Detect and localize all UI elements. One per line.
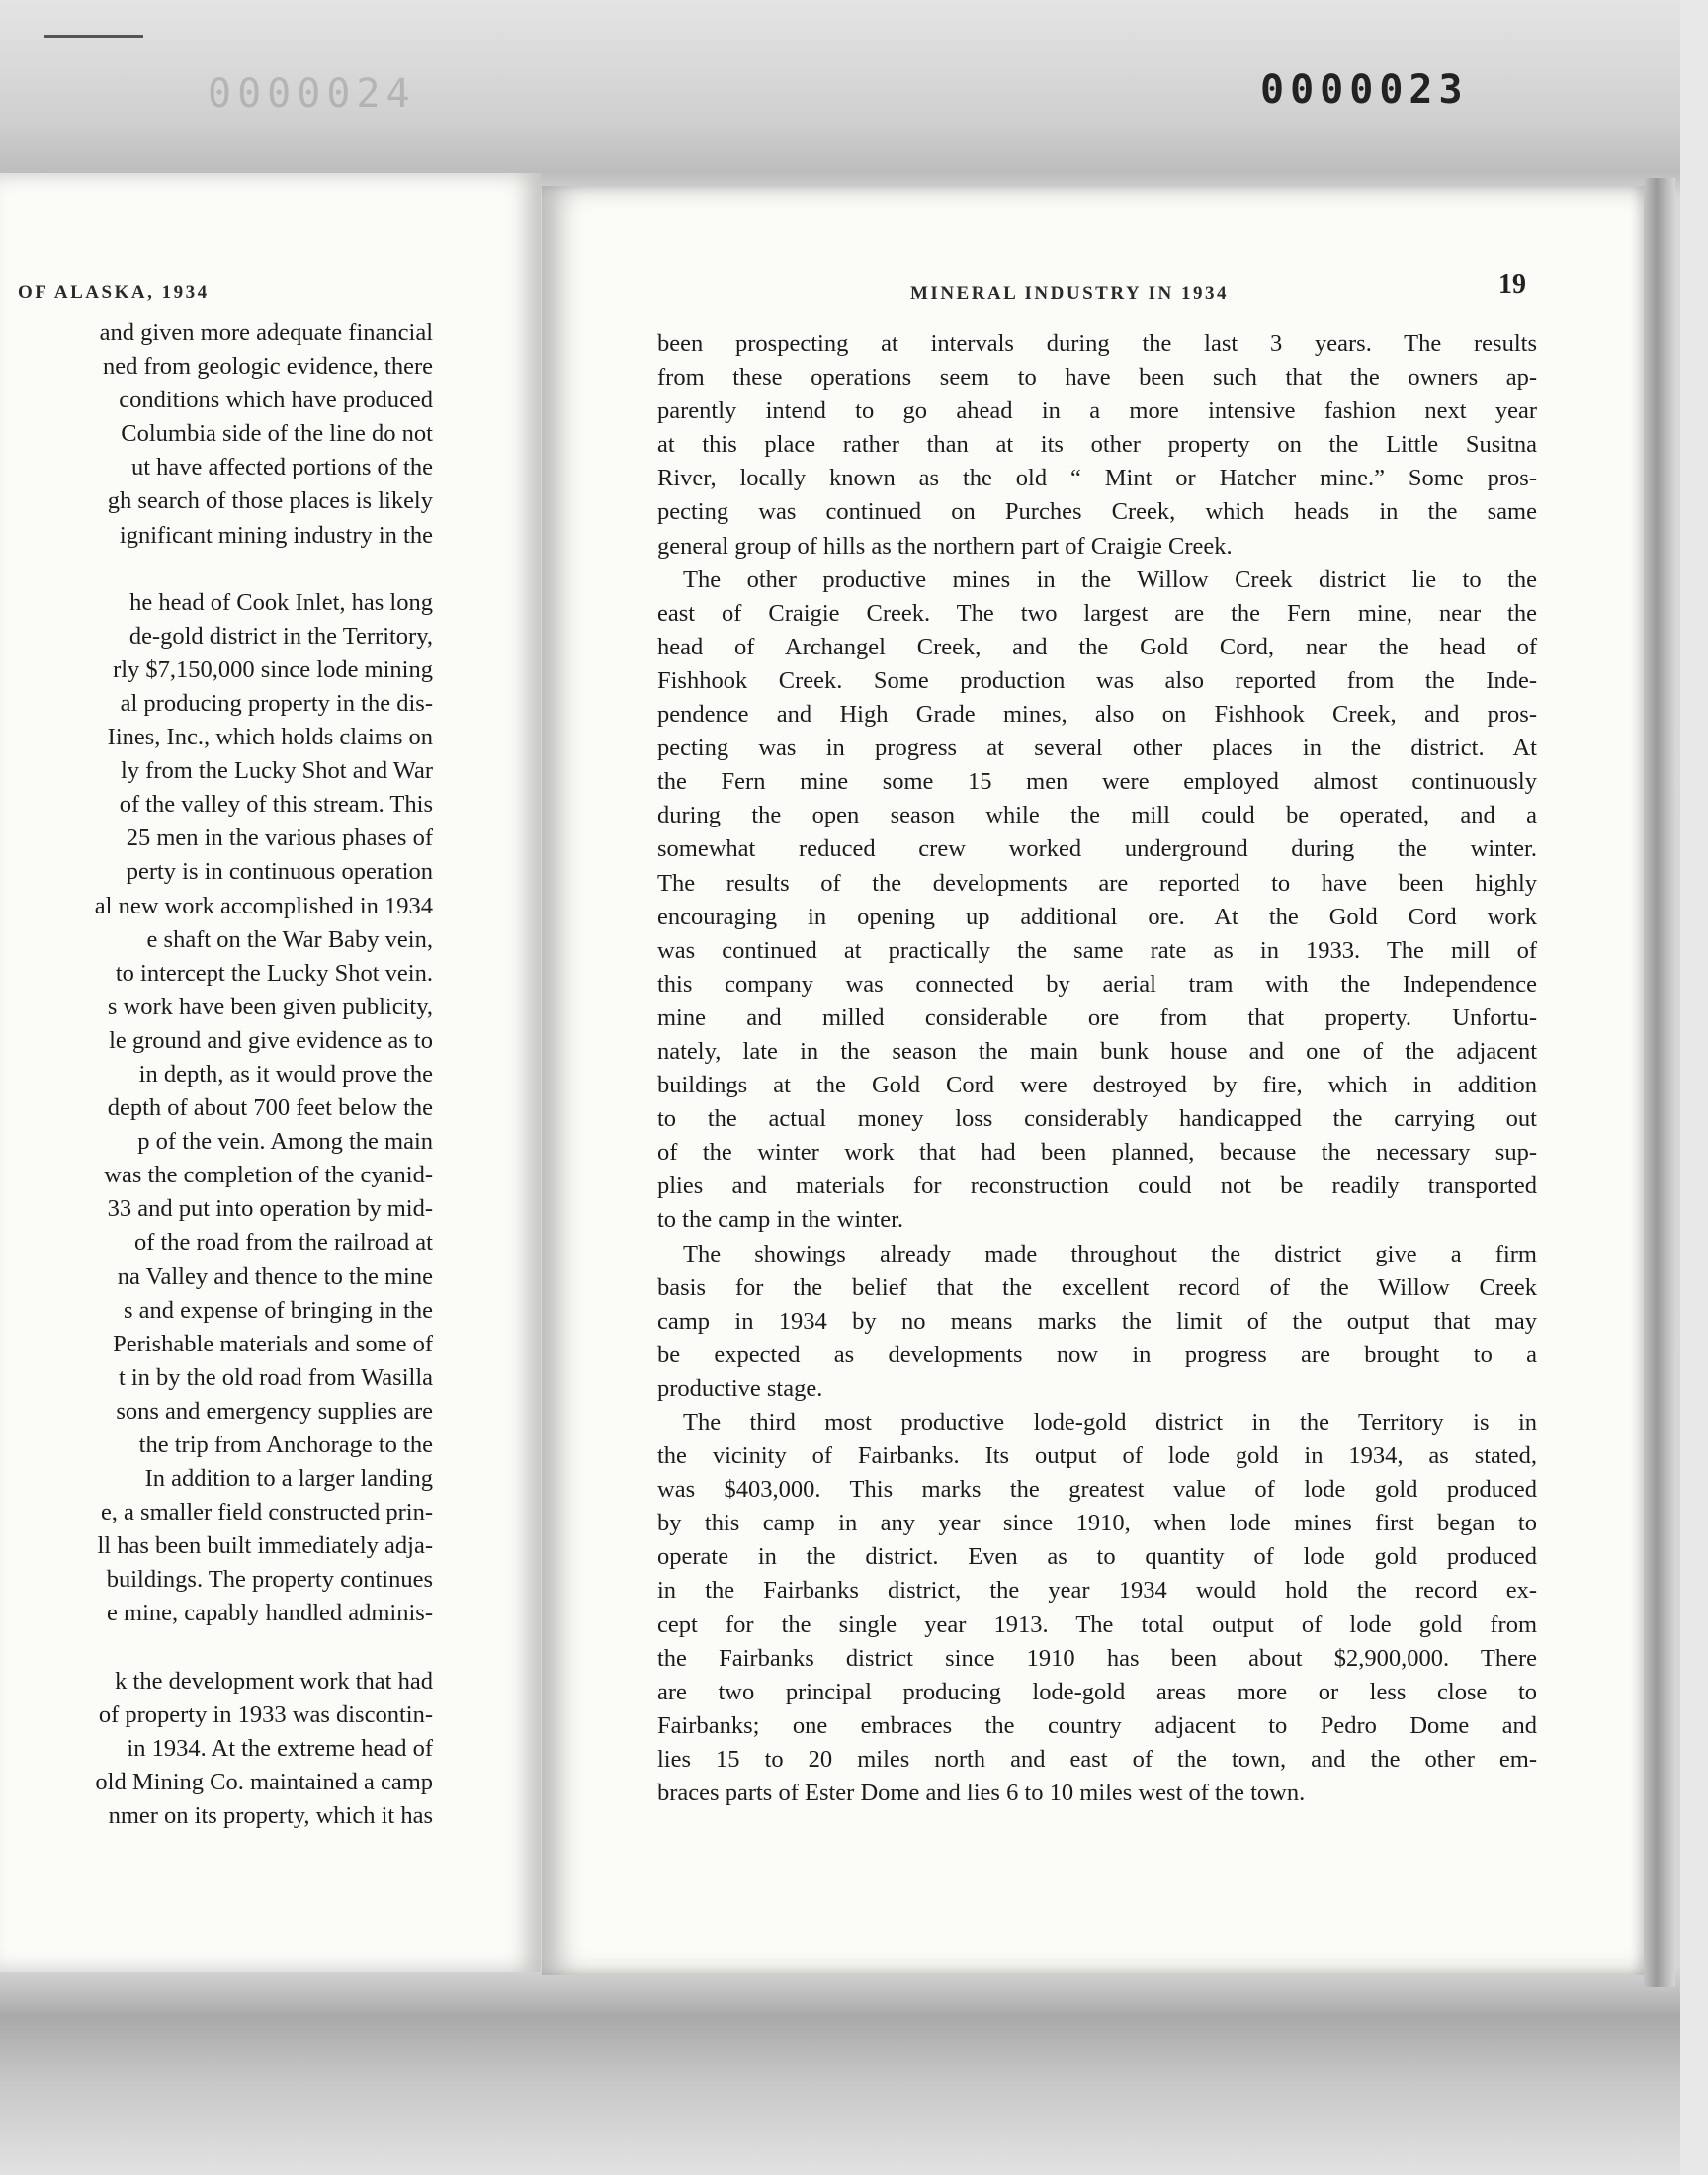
- right-running-head: MINERAL INDUSTRY IN 1934: [910, 283, 1230, 304]
- text-line: ly from the Lucky Shot and War: [120, 757, 433, 785]
- text-line: of the road from the railroad at: [133, 1229, 433, 1257]
- text-line: The showings already made throughout the district give a firm: [683, 1240, 1537, 1267]
- text-line: s and expense of bringing in the: [124, 1296, 433, 1324]
- text-line: east of Craigie Creek. The two largest are the Fern mine, near the: [657, 599, 1537, 627]
- text-line: the Fern mine some 15 men were employed almost continuously: [657, 768, 1537, 796]
- text-line: Fairbanks; one embraces the country adjacent to Pedro Dome and: [657, 1711, 1537, 1739]
- text-line: e, a smaller field constructed prin-: [100, 1499, 433, 1526]
- text-line: ned from geologic evidence, there: [102, 353, 433, 381]
- text-line: buildings. The property continues: [106, 1566, 433, 1594]
- text-line: to the camp in the winter.: [657, 1206, 904, 1234]
- text-line: The results of the developments are reported to have been highly: [657, 869, 1537, 897]
- text-line: River, locally known as the old “ Mint or Hatcher mine.” Some pros-: [657, 465, 1537, 492]
- text-line: conditions which have produced: [119, 387, 433, 414]
- text-line: t in by the old road from Wasilla: [118, 1363, 433, 1391]
- text-line: na Valley and thence to the mine: [117, 1262, 433, 1290]
- text-line: this company was connected by aerial tram with the Independence: [657, 970, 1537, 998]
- text-line: and given more adequate financial: [99, 319, 433, 346]
- text-line: from these operations seem to have been such that the owners ap-: [657, 364, 1537, 392]
- text-line: old Mining Co. maintained a camp: [95, 1768, 433, 1795]
- text-line: in the Fairbanks district, the year 1934 would hold the record ex-: [657, 1577, 1537, 1605]
- text-line: pecting was in progress at several other places in the district. At: [657, 735, 1537, 762]
- ghost-scan-number: 0000024: [208, 71, 416, 117]
- text-line: basis for the belief that the excellent record of the Willow Creek: [657, 1273, 1537, 1301]
- text-line: the trip from Anchorage to the: [138, 1432, 433, 1458]
- text-line: somewhat reduced crew worked underground during the winter.: [657, 835, 1537, 863]
- left-running-head: OF ALASKA, 1934: [18, 282, 210, 303]
- text-line: The other productive mines in the Willow Creek district lie to the: [683, 566, 1537, 593]
- text-line: In addition to a larger landing: [144, 1465, 433, 1493]
- text-line: the vicinity of Fairbanks. Its output of lode gold in 1934, as stated,: [657, 1442, 1537, 1470]
- scan-number: 0000023: [1260, 67, 1469, 113]
- text-line: s work have been given publicity,: [107, 993, 433, 1020]
- text-line: encouraging in opening up additional ore. At the Gold Cord work: [657, 903, 1537, 930]
- text-line: Fishhook Creek. Some production was also reported from the Inde-: [657, 666, 1537, 694]
- text-line: camp in 1934 by no means marks the limit of the output that may: [657, 1307, 1537, 1335]
- text-line: nately, late in the season the main bunk house and one of the adjacent: [657, 1037, 1537, 1065]
- text-line: pecting was continued on Purches Creek, which heads in the same: [657, 498, 1537, 526]
- text-line: are two principal producing lode-gold areas more or less close to: [657, 1678, 1537, 1705]
- text-line: Columbia side of the line do not: [121, 420, 433, 448]
- text-line: was the completion of the cyanid-: [104, 1162, 433, 1189]
- scan-mark: [44, 35, 143, 38]
- text-line: productive stage.: [657, 1374, 823, 1402]
- text-line: of the winter work that had been planned, because the necessary sup-: [657, 1139, 1537, 1167]
- paragraph-gap: [0, 1631, 433, 1665]
- text-line: of the valley of this stream. This: [119, 791, 433, 819]
- text-line: e shaft on the War Baby vein,: [146, 925, 433, 953]
- text-line: Perishable materials and some of: [113, 1330, 433, 1357]
- right-page-text: [657, 327, 1537, 1810]
- text-line: Iines, Inc., which holds claims on: [107, 724, 433, 751]
- page-number: 19: [1498, 269, 1526, 300]
- text-line: ll has been built immediately adja-: [97, 1532, 433, 1560]
- text-line: buildings at the Gold Cord were destroyed by fire, which in addition: [657, 1072, 1537, 1099]
- text-line: plies and materials for reconstruction could not be readily transported: [657, 1173, 1537, 1200]
- right-page: [542, 186, 1644, 1975]
- text-line: operate in the district. Even as to quantity of lode gold produced: [657, 1543, 1537, 1571]
- text-line: in 1934. At the extreme head of: [127, 1734, 433, 1762]
- scanner-edge: [1680, 0, 1708, 2175]
- text-line: general group of hills as the northern part of Craigie Creek.: [657, 532, 1233, 560]
- text-line: to the actual money loss considerably handicapped the carrying out: [657, 1105, 1537, 1133]
- text-line: perty is in continuous operation: [126, 858, 433, 886]
- text-line: been prospecting at intervals during the last 3 years. The results: [657, 330, 1537, 357]
- text-line: at this place rather than at its other property on the Little Susitna: [657, 431, 1537, 459]
- text-line: nmer on its property, which it has: [108, 1801, 433, 1829]
- text-line: 33 and put into operation by mid-: [107, 1195, 433, 1223]
- text-line: depth of about 700 feet below the: [107, 1094, 433, 1122]
- text-line: during the open season while the mill could be operated, and a: [657, 802, 1537, 829]
- text-line: e mine, capably handled adminis-: [107, 1600, 433, 1627]
- text-line: he head of Cook Inlet, has long: [129, 588, 433, 616]
- text-line: in depth, as it would prove the: [138, 1060, 433, 1088]
- text-line: The third most productive lode-gold district in the Territory is in: [683, 1409, 1537, 1436]
- text-line: the Fairbanks district since 1910 has been about $2,900,000. There: [657, 1644, 1537, 1672]
- page-edge-shadow: [1644, 178, 1675, 1987]
- text-line: cept for the single year 1913. The total output of lode gold from: [657, 1610, 1537, 1638]
- text-line: braces parts of Ester Dome and lies 6 to 10 miles west of the town.: [657, 1780, 1306, 1807]
- text-line: head of Archangel Creek, and the Gold Cord, near the head of: [657, 633, 1537, 660]
- text-line: to intercept the Lucky Shot vein.: [115, 959, 433, 987]
- text-line: by this camp in any year since 1910, when lode mines first began to: [657, 1510, 1537, 1537]
- text-line: rly $7,150,000 since lode mining: [113, 655, 433, 683]
- paragraph-gap: [0, 553, 433, 586]
- text-line: ut have affected portions of the: [130, 454, 433, 481]
- text-line: mine and milled considerable ore from that property. Unfortu-: [657, 1003, 1537, 1031]
- text-line: le ground and give evidence as to: [109, 1026, 433, 1054]
- text-line: parently intend to go ahead in a more intensive fashion next year: [657, 397, 1537, 425]
- left-page-text: [0, 316, 433, 1833]
- text-line: was continued at practically the same rate as in 1933. The mill of: [657, 936, 1537, 964]
- text-line: of property in 1933 was discontin-: [98, 1700, 433, 1728]
- text-line: lies 15 to 20 miles north and east of the town, and the other em-: [657, 1745, 1537, 1773]
- text-line: gh search of those places is likely: [107, 487, 433, 515]
- text-line: pendence and High Grade mines, also on Fishhook Creek, and pros-: [657, 701, 1537, 729]
- text-line: be expected as developments now in progress are brought to a: [657, 1341, 1537, 1368]
- text-line: al new work accomplished in 1934: [94, 892, 433, 919]
- text-line: al producing property in the dis-: [120, 689, 433, 717]
- text-line: de-gold district in the Territory,: [128, 622, 433, 650]
- text-line: was $403,000. This marks the greatest value of lode gold produced: [657, 1476, 1537, 1504]
- text-line: k the development work that had: [115, 1667, 433, 1695]
- text-line: p of the vein. Among the main: [137, 1128, 433, 1156]
- text-line: sons and emergency supplies are: [116, 1397, 433, 1425]
- text-line: 25 men in the various phases of: [126, 825, 433, 852]
- left-page: [0, 173, 541, 1972]
- text-line: ignificant mining industry in the: [119, 521, 433, 549]
